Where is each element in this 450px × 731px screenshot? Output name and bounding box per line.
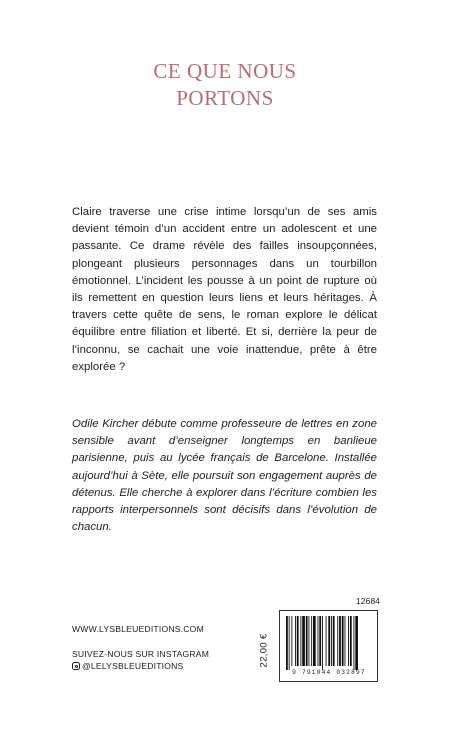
book-title-line-2: PORTONS <box>176 86 274 110</box>
barcode-bar <box>291 616 292 666</box>
follow-instagram-label: SUIVEZ-NOUS SUR INSTAGRAM <box>72 649 210 659</box>
barcode-bar <box>339 616 341 666</box>
author-bio-paragraph: Odile Kircher débute comme professeure de lettres en zone sensible avant d’enseigner longtemps en banlieue parisienne, puis au lycée français de Barcelone. Installée aujourd’hui à Sète, elle poursuit son engagement auprès de détenus. Elle cherche à explorer dans l’écriture combien les rapports interpersonnels sont décisifs dans l’évolution de chacun. <box>72 418 377 534</box>
synopsis-paragraph: Claire traverse une crise intime lorsqu’un de ses amis devient témoin d’un accident entre un adolescent et une passante. Ce drame révèle des failles insoupçonnées, plongeant plusieurs personnages dans un tourbillon émotionnel. L’incident les pousse à un point de rupture où ils remettent en question leurs liens et leurs héritages. À travers cette quête de sens, le roman explore le délicat équilibre entre filiation et liberté. Et si, derrière la peur de l’inconnu, se cachait une voie inattendue, prête à être explorée ? <box>72 206 377 373</box>
barcode-bars <box>285 616 373 670</box>
barcode-bar <box>295 616 296 666</box>
barcode-bar <box>309 616 310 666</box>
price-label: 22,00 € <box>258 633 270 668</box>
barcode-bar <box>286 616 288 670</box>
book-title-line-1: CE QUE NOUS <box>153 59 297 83</box>
barcode-bar <box>355 616 358 670</box>
barcode-bar <box>326 616 327 666</box>
barcode-bar <box>306 616 308 666</box>
barcode-bar <box>318 616 319 666</box>
instagram-handle-row[interactable] <box>72 660 209 672</box>
barcode-bar <box>313 616 316 666</box>
barcode-bar <box>342 616 344 666</box>
barcode-bar <box>311 616 312 666</box>
barcode-bar <box>297 616 299 666</box>
barcode-bar <box>345 616 346 666</box>
publisher-info <box>72 624 209 672</box>
instagram-handle: @LELYSBLEUEDITIONS <box>82 661 184 671</box>
barcode-bar <box>302 616 305 666</box>
barcode-bar <box>350 616 352 666</box>
barcode-bar <box>328 616 330 666</box>
barcode-bar <box>319 616 321 666</box>
barcode-bar <box>337 616 338 666</box>
book-title <box>0 58 450 112</box>
instagram-icon <box>72 662 80 670</box>
barcode-bar <box>333 616 335 666</box>
barcode-bar <box>331 616 332 666</box>
barcode-bar <box>322 616 323 670</box>
barcode-bar <box>348 616 349 666</box>
barcode <box>279 610 378 682</box>
barcode-digits: 9 791044 032897 <box>292 669 366 676</box>
website-link[interactable]: WWW.LYSBLEUEDITIONS.COM <box>72 624 204 634</box>
catalog-number: 12684 <box>356 596 380 606</box>
barcode-bar <box>289 616 290 670</box>
barcode-bar <box>300 616 301 666</box>
barcode-bar <box>354 616 355 670</box>
